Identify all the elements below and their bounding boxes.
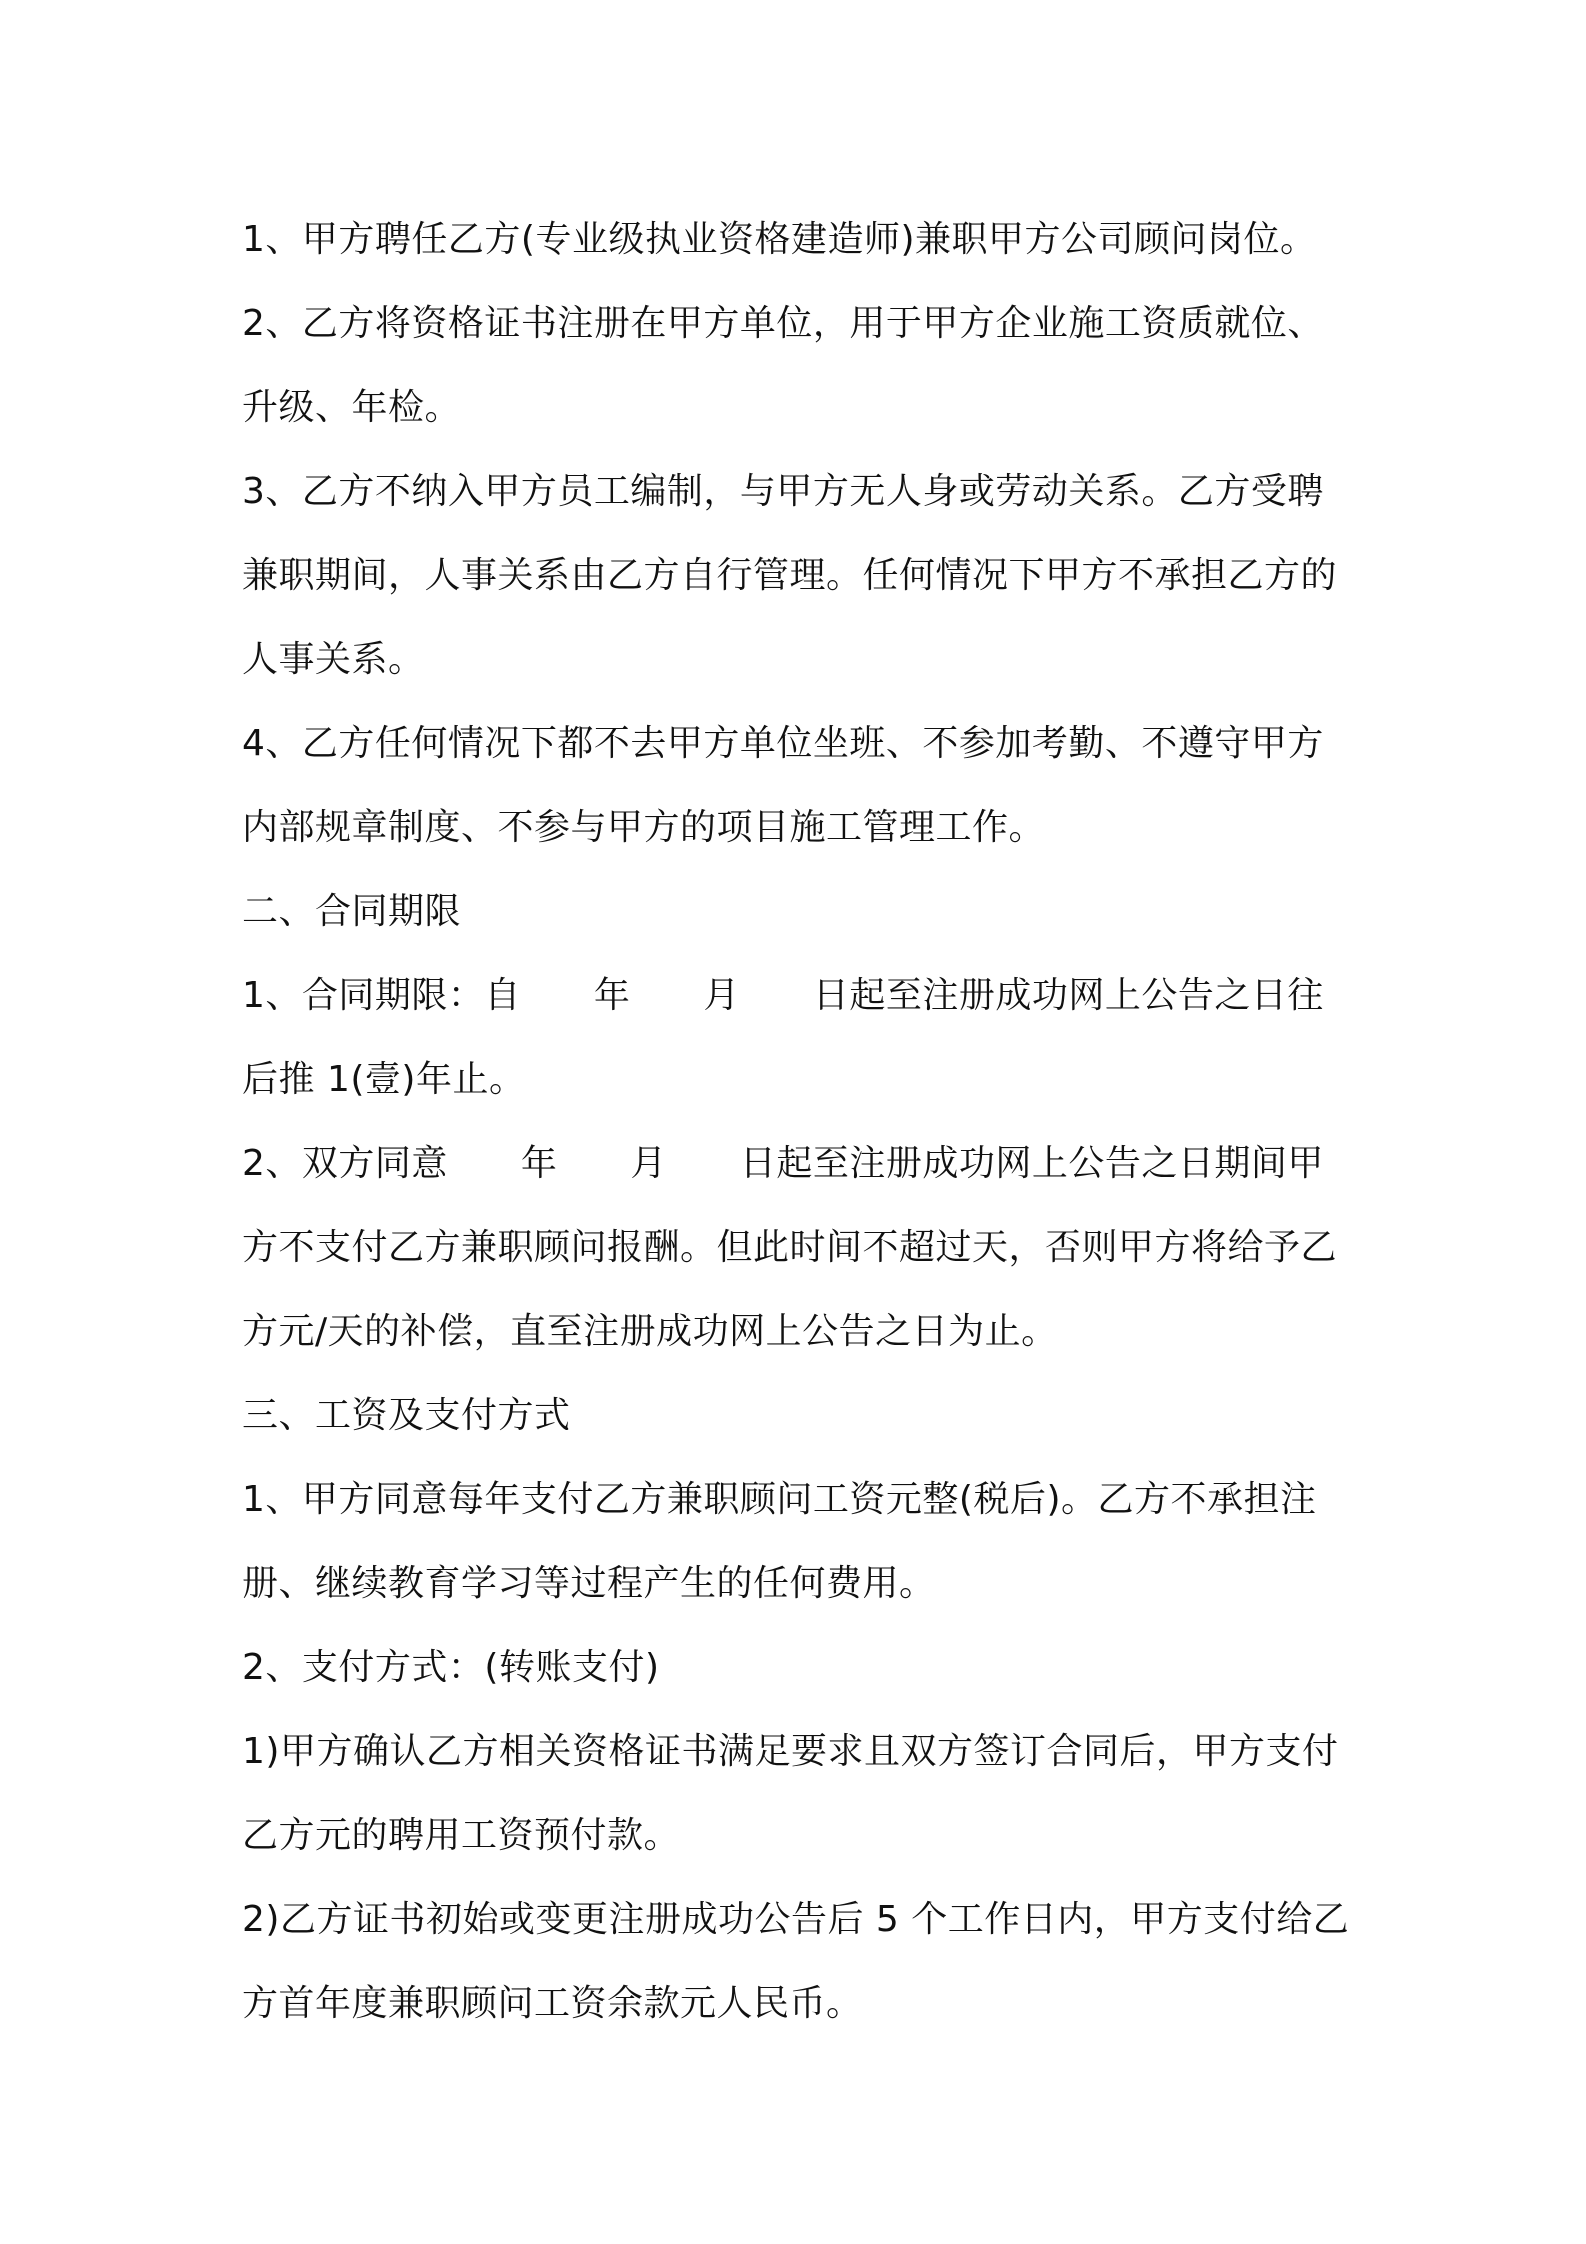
text-line: 方不支付乙方兼职顾问报酬。但此时间不超过天，否则甲方将给予乙 bbox=[242, 1227, 1338, 1268]
text-line: 1、甲方同意每年支付乙方兼职顾问工资元整(税后)。乙方不承担注 bbox=[242, 1479, 1317, 1520]
text-line: 升级、年检。 bbox=[242, 387, 462, 428]
section-heading: 二、合同期限 bbox=[242, 891, 462, 932]
section-heading: 三、工资及支付方式 bbox=[242, 1395, 571, 1436]
text-line: 1、合同期限：自 年 月 日起至注册成功网上公告之日往 bbox=[242, 975, 1324, 1016]
text-line: 3、乙方不纳入甲方员工编制，与甲方无人身或劳动关系。乙方受聘 bbox=[242, 471, 1324, 512]
text-line: 方元/天的补偿，直至注册成功网上公告之日为止。 bbox=[242, 1311, 1058, 1352]
text-line: 册、继续教育学习等过程产生的任何费用。 bbox=[242, 1563, 936, 1604]
text-line: 2、双方同意 年 月 日起至注册成功网上公告之日期间甲 bbox=[242, 1143, 1324, 1184]
text-line: 内部规章制度、不参与甲方的项目施工管理工作。 bbox=[242, 807, 1046, 848]
text-line: 1)甲方确认乙方相关资格证书满足要求且双方签订合同后，甲方支付 bbox=[242, 1731, 1339, 1772]
text-line: 2、乙方将资格证书注册在甲方单位，用于甲方企业施工资质就位、 bbox=[242, 303, 1324, 344]
text-line: 乙方元的聘用工资预付款。 bbox=[242, 1815, 681, 1856]
text-line: 方首年度兼职顾问工资余款元人民币。 bbox=[242, 1983, 863, 2024]
text-line: 4、乙方任何情况下都不去甲方单位坐班、不参加考勤、不遵守甲方 bbox=[242, 723, 1324, 764]
text-line: 兼职期间，人事关系由乙方自行管理。任何情况下甲方不承担乙方的 bbox=[242, 555, 1338, 596]
text-line: 人事关系。 bbox=[242, 639, 425, 680]
document-page bbox=[242, 198, 1362, 2046]
text-line: 2、支付方式：(转账支付) bbox=[242, 1647, 660, 1688]
text-line: 2)乙方证书初始或变更注册成功公告后 5 个工作日内，甲方支付给乙 bbox=[242, 1899, 1350, 1940]
text-line: 后推 1(壹)年止。 bbox=[242, 1059, 526, 1100]
text-line: 1、甲方聘任乙方(专业级执业资格建造师)兼职甲方公司顾问岗位。 bbox=[242, 219, 1317, 260]
